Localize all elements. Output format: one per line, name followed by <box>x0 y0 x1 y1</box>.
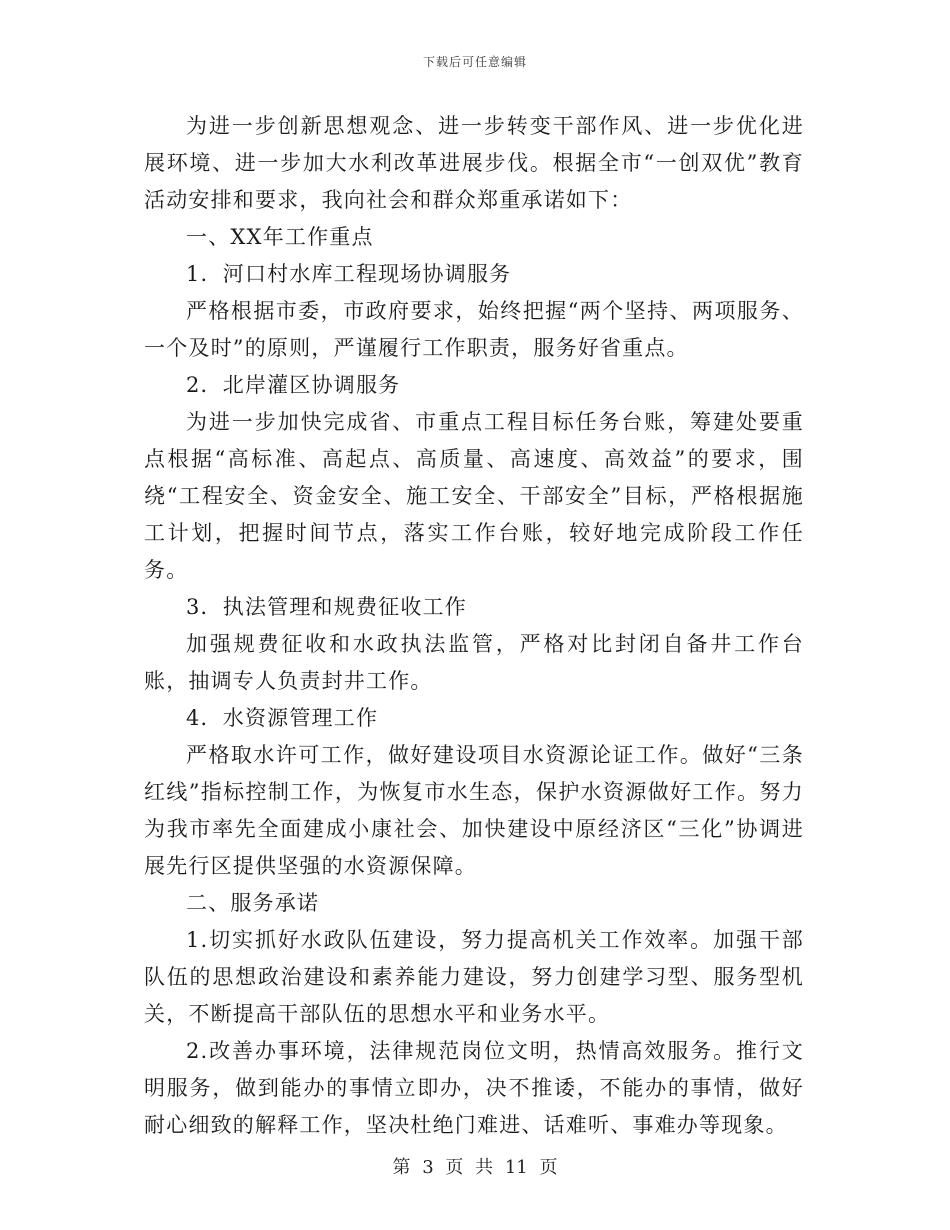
promise-paragraph: 2.改善办事环境，法律规范岗位文明，热情高效服务。推行文明服务，做到能办的事情立即办，决不推诿，不能办的事情，做好耐心细致的解释工作，坚决杜绝门难进、话难听、事难办等现象。 <box>144 1039 804 1137</box>
section-heading: 一、XX年工作重点 <box>186 225 374 249</box>
item-paragraph: 严格取水许可工作，做好建设项目水资源论证工作。做好“三条红线”指标控制工作，为恢复市水生态，保护水资源做好工作。努力为我市率先全面建成小康社会、加快建设中原经济区“三化”协调进展先行区提供坚强的水资源保障。 <box>144 743 804 878</box>
item-heading: 1．河口村水库工程现场协调服务 <box>186 262 512 286</box>
intro-paragraph: 为进一步创新思想观念、进一步转变干部作风、进一步优化进展环境、进一步加大水利改革进展步伐。根据全市“一创双优”教育活动安排和要求，我向社会和群众郑重承诺如下： <box>144 114 804 212</box>
item-heading: 2．北岸灌区协调服务 <box>186 373 401 397</box>
item-heading: 3．执法管理和规费征收工作 <box>186 595 467 619</box>
section-heading: 二、服务承诺 <box>186 891 320 915</box>
document-body <box>144 108 804 1144</box>
item-paragraph: 严格根据市委，市政府要求，始终把握“两个坚持、两项服务、一个及时”的原则，严谨履行工作职责，服务好省重点。 <box>144 299 804 360</box>
page-number: 第 3 页 共 11 页 <box>392 1157 558 1178</box>
item-heading: 4．水资源管理工作 <box>186 706 379 730</box>
item-paragraph: 为进一步加快完成省、市重点工程目标任务台账，筹建处要重点根据“高标准、高起点、高质量、高速度、高效益”的要求，围绕“工程安全、资金安全、施工安全、干部安全”目标，严格根据施工计划，把握时间节点，落实工作台账，较好地完成阶段工作任务。 <box>144 410 804 582</box>
promise-paragraph: 1.切实抓好水政队伍建设，努力提高机关工作效率。加强干部队伍的思想政治建设和素养能力建设，努力创建学习型、服务型机关，不断提高干部队伍的思想水平和业务水平。 <box>144 928 804 1026</box>
item-paragraph: 加强规费征收和水政执法监管，严格对比封闭自备井工作台账，抽调专人负责封井工作。 <box>144 632 804 693</box>
page-header: 下载后可任意编辑 <box>422 55 527 69</box>
